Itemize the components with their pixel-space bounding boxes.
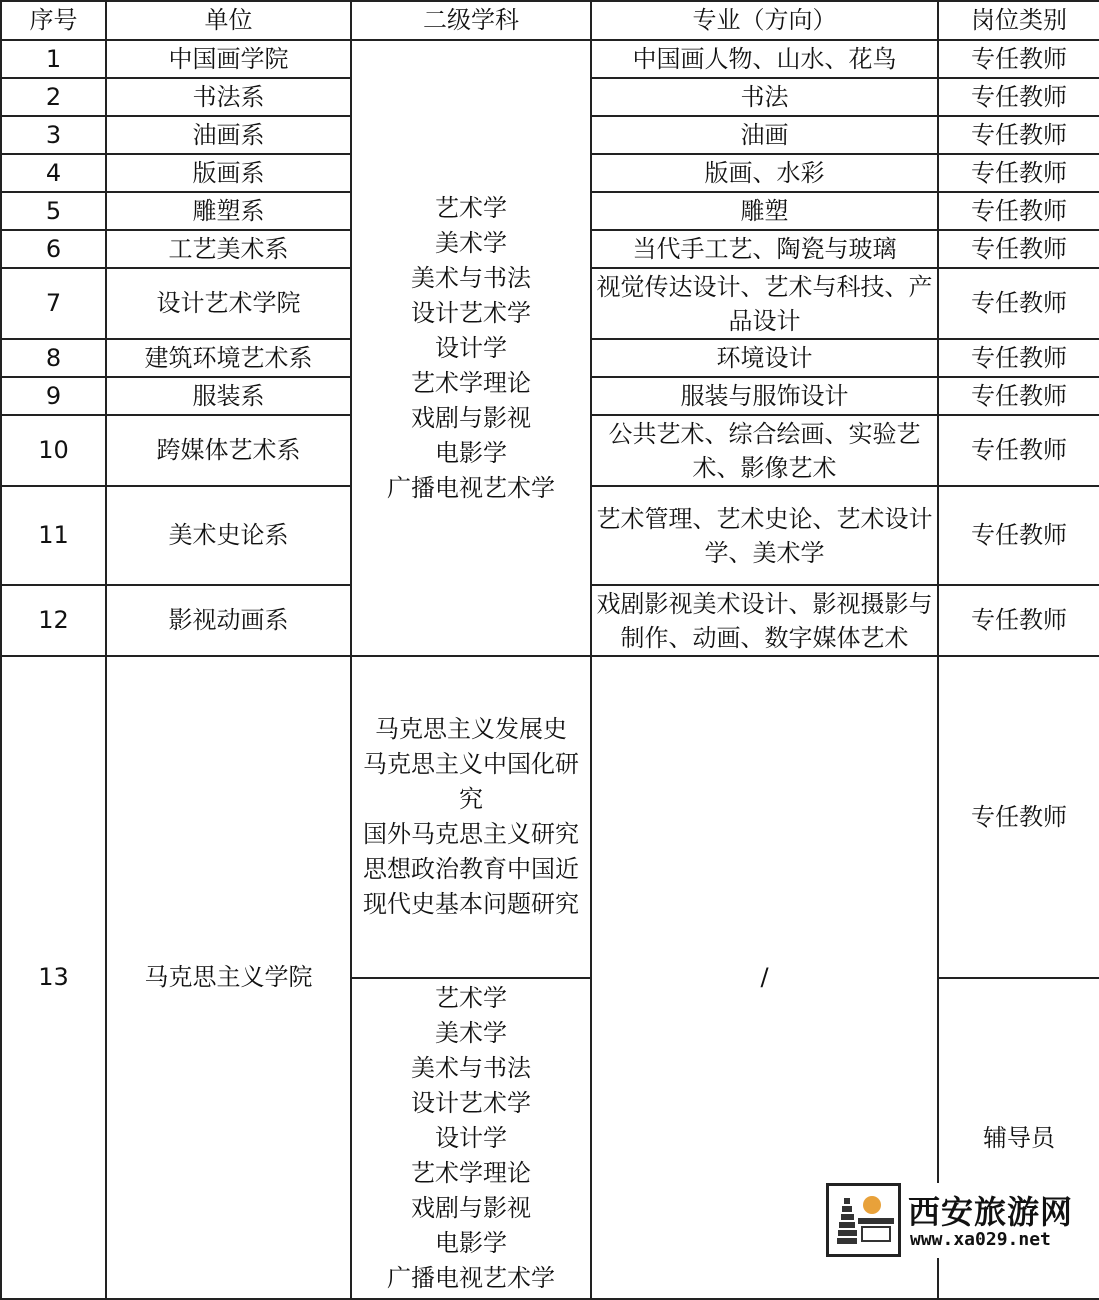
row-post: 专任教师 (938, 78, 1099, 116)
table-row (1, 40, 1099, 78)
subject-item: 思想政治教育中国近现代史基本问题研究 (363, 855, 579, 918)
subject-item: 艺术学 (435, 193, 507, 222)
row-no: 4 (1, 154, 106, 192)
header-no: 序号 (1, 1, 106, 40)
row-unit: 建筑环境艺术系 (106, 339, 351, 377)
row-major: 公共艺术、综合绘画、实验艺术、影像艺术 (591, 415, 938, 486)
hall-icon (858, 1218, 894, 1248)
subject-item: 广播电视艺术学 (387, 1264, 555, 1292)
shared-subjects-cell (351, 40, 591, 656)
row-post: 专任教师 (938, 377, 1099, 415)
subject-item: 艺术学理论 (411, 1159, 531, 1187)
row-unit: 马克思主义学院 (106, 656, 351, 1299)
header-unit: 单位 (106, 1, 351, 40)
row-major: 艺术管理、艺术史论、艺术设计学、美术学 (591, 486, 938, 585)
row-no: 8 (1, 339, 106, 377)
row-no: 9 (1, 377, 106, 415)
row-major: 雕塑 (591, 192, 938, 230)
watermark-logo (826, 1183, 1074, 1258)
subject-item: 电影学 (435, 438, 507, 467)
row-no: 7 (1, 268, 106, 339)
row-no: 1 (1, 40, 106, 78)
subject-item: 设计艺术学 (411, 298, 531, 327)
counselor-subjects-cell (351, 978, 591, 1299)
subject-item: 国外马克思主义研究 (363, 820, 579, 848)
sun-icon (863, 1196, 881, 1214)
pagoda-logo-icon (826, 1183, 901, 1257)
row-no: 2 (1, 78, 106, 116)
row-post: 专任教师 (938, 230, 1099, 268)
subject-item: 电影学 (435, 1229, 507, 1257)
subject-item: 马克思主义发展史 (375, 715, 567, 743)
row-major: 油画 (591, 116, 938, 154)
row-major: 版画、水彩 (591, 154, 938, 192)
header-row (1, 1, 1099, 40)
subject-item: 戏剧与影视 (411, 403, 531, 432)
subject-item: 艺术学理论 (411, 368, 531, 397)
row-post: 专任教师 (938, 339, 1099, 377)
row-unit: 影视动画系 (106, 585, 351, 656)
row-unit: 版画系 (106, 154, 351, 192)
row-post: 专任教师 (938, 585, 1099, 656)
row-no: 10 (1, 415, 106, 486)
row-major: 当代手工艺、陶瓷与玻璃 (591, 230, 938, 268)
row-post: 专任教师 (938, 486, 1099, 585)
subject-item: 艺术学 (435, 984, 507, 1012)
subject-item: 设计学 (435, 333, 507, 362)
subject-item: 美术与书法 (411, 1054, 531, 1082)
subject-item: 设计学 (435, 1124, 507, 1152)
row-unit: 跨媒体艺术系 (106, 415, 351, 486)
subject-item: 设计艺术学 (411, 1089, 531, 1117)
row-post: 专任教师 (938, 192, 1099, 230)
row-unit: 书法系 (106, 78, 351, 116)
row-unit: 油画系 (106, 116, 351, 154)
row-major: 服装与服饰设计 (591, 377, 938, 415)
row-major: 书法 (591, 78, 938, 116)
row-major: 环境设计 (591, 339, 938, 377)
marxism-subjects-cell (351, 656, 591, 978)
row-post: 辅导员 (938, 978, 1099, 1299)
row-no: 12 (1, 585, 106, 656)
row-unit: 工艺美术系 (106, 230, 351, 268)
row-no: 11 (1, 486, 106, 585)
row-unit: 中国画学院 (106, 40, 351, 78)
watermark-name: 西安旅游网 (908, 1193, 1074, 1231)
header-subject: 二级学科 (351, 1, 591, 40)
row-post: 专任教师 (938, 268, 1099, 339)
table-row (1, 656, 1099, 978)
subject-item: 戏剧与影视 (411, 1194, 531, 1222)
row-unit: 设计艺术学院 (106, 268, 351, 339)
watermark-url: www.xa029.net (910, 1229, 1051, 1250)
row-major: 戏剧影视美术设计、影视摄影与制作、动画、数字媒体艺术 (591, 585, 938, 656)
row-post: 专任教师 (938, 116, 1099, 154)
subject-item: 美术与书法 (411, 263, 531, 292)
row-post: 专任教师 (938, 415, 1099, 486)
row-unit: 服装系 (106, 377, 351, 415)
pagoda-icon (837, 1198, 857, 1248)
row-no: 5 (1, 192, 106, 230)
row-major: / (591, 656, 938, 1299)
subject-item: 美术学 (435, 228, 507, 257)
row-major: 视觉传达设计、艺术与科技、产品设计 (591, 268, 938, 339)
row-post: 专任教师 (938, 40, 1099, 78)
row-no: 3 (1, 116, 106, 154)
subject-item: 马克思主义中国化研究 (363, 750, 579, 813)
row-no: 6 (1, 230, 106, 268)
row-unit: 美术史论系 (106, 486, 351, 585)
row-post: 专任教师 (938, 656, 1099, 978)
row-no: 13 (1, 656, 106, 1299)
header-post: 岗位类别 (938, 1, 1099, 40)
row-post: 专任教师 (938, 154, 1099, 192)
header-major: 专业（方向） (591, 1, 938, 40)
row-unit: 雕塑系 (106, 192, 351, 230)
subject-item: 广播电视艺术学 (387, 473, 555, 502)
subject-item: 美术学 (435, 1019, 507, 1047)
row-major: 中国画人物、山水、花鸟 (591, 40, 938, 78)
